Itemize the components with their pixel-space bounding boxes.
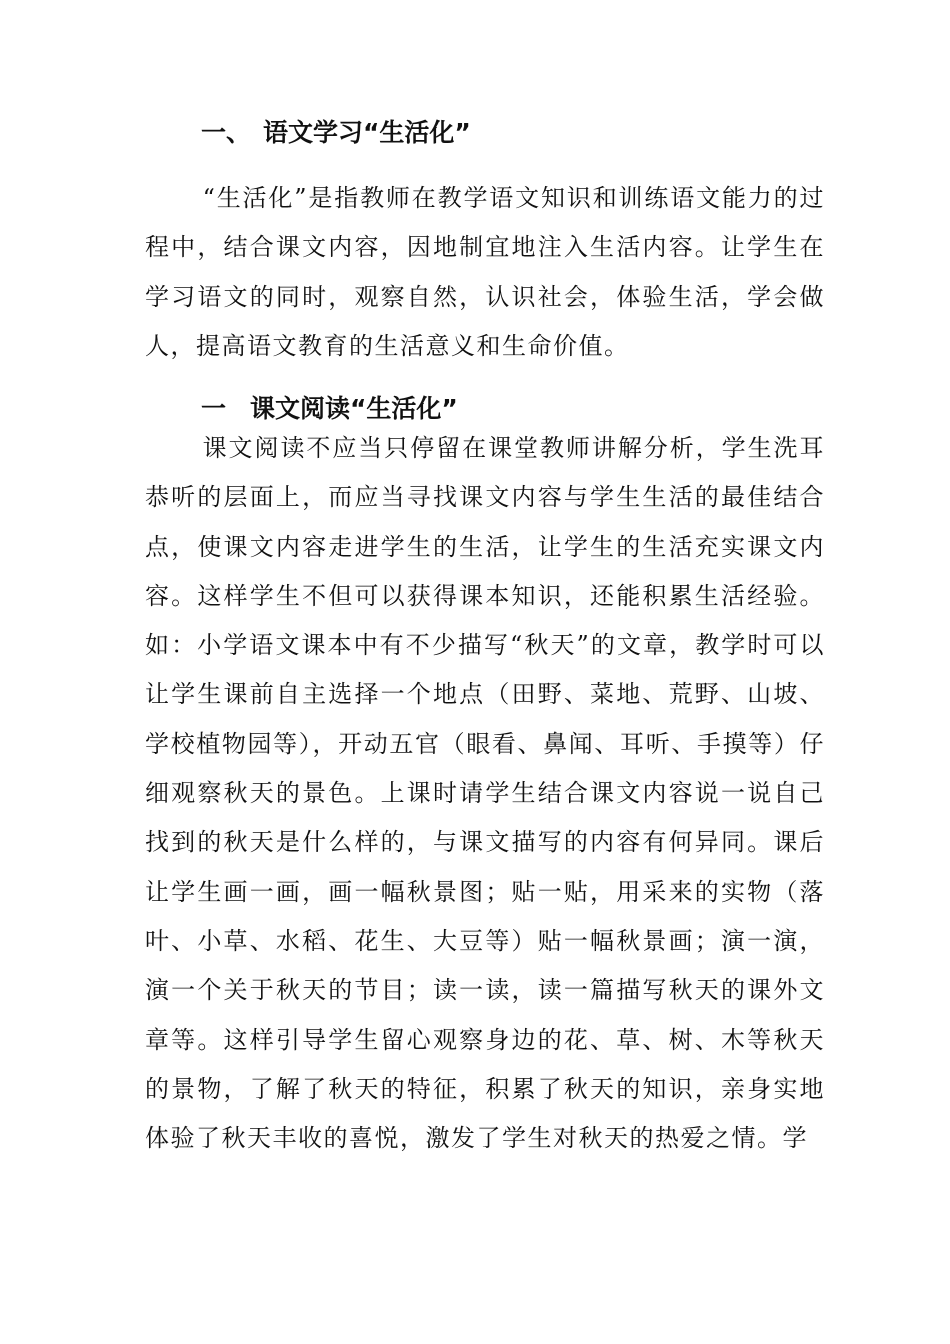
section-title: 语文学习“生活化” <box>263 118 471 147</box>
body-paragraph-2: 课文阅读不应当只停留在课堂教师讲解分析，学生洗耳恭听的层面上，而应当寻找课文内容与学生生活的最佳结合点，使课文内容走进学生的生活，让学生的生活充实课文内容。这样学生不但可以获得课本知识，还能积累生活经验。如：小学语文课本中有不少描写“秋天”的文章，教学时可以让学生课前自主选择一个地点（田野、菜地、荒野、山坡、学校植物园等），开动五官（眼看、鼻闻、耳听、手摸等）仔细观察秋天的景色。上课时请学生结合课文内容说一说自己找到的秋天是什么样的，与课文描写的内容有何异同。课后让学生画一画，画一幅秋景图；贴一贴，用采来的实物（落叶、小草、水稻、花生、大豆等）贴一幅秋景画；演一演，演一个关于秋天的节目；读一读，读一篇描写秋天的课外文章等。这样引导学生留心观察身边的花、草、树、木等秋天的景物，了解了秋天的特征，积累了秋天的知识，亲身实地体验了秋天丰收的喜悦，激发了学生对秋天的热爱之情。学 <box>145 434 825 1153</box>
section-title: 课文阅读“生活化” <box>250 394 458 423</box>
section-heading-2 <box>201 394 458 424</box>
section-number: 一、 <box>201 118 252 147</box>
body-paragraph-1: “生活化”是指教师在教学语文知识和训练语文能力的过程中，结合课文内容，因地制宜地注入生活内容。让学生在学习语文的同时，观察自然，认识社会，体验生活，学会做人，提高语文教育的生活意义和生命价值。 <box>145 184 825 360</box>
section-number: 一 <box>201 394 227 423</box>
section-heading-1 <box>201 118 471 148</box>
